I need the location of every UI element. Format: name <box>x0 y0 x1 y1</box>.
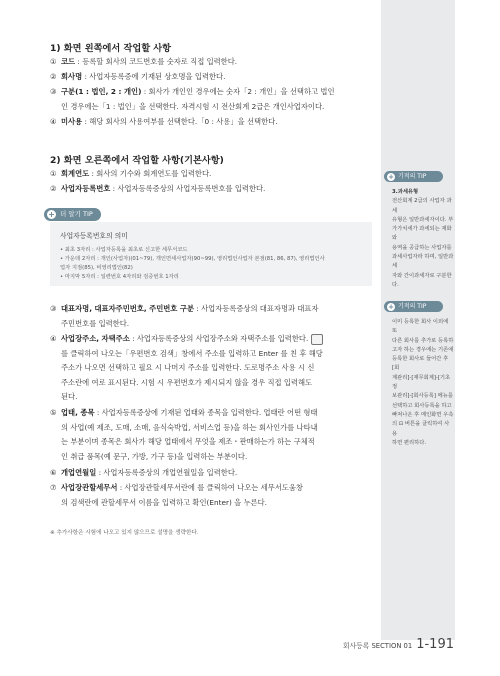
more-tip-line: • 최초 3자리 : 사업자등록을 최초로 신고한 세무서코드 <box>60 247 188 253</box>
list-item: ③ 구분(1 : 법인, 2 : 개인) : 회사가 개인인 경우에는 숫자「2 : 개인」을 선택하고 법인 인 경우에는「1 : 법인」을 선택한다. 자격시험 시 전산회계 2급은 개인사업자이다. <box>50 87 335 111</box>
plus-icon: + <box>388 302 394 311</box>
more-tip-line: 업자 지점(85), 비영리법인(82) <box>60 265 133 271</box>
page-number: 1-191 <box>416 637 454 652</box>
list-item: ① 코드 : 등록할 회사의 코드번호를 숫자로 직접 입력한다. <box>50 57 238 66</box>
plus-icon: + <box>48 210 55 219</box>
footer-section: 회사등록 SECTION 01 <box>343 642 413 650</box>
more-tip-badge: + 더 알기 TIP <box>44 208 101 221</box>
side-tip-badge: + 기적의 TIP <box>384 301 443 312</box>
more-tip-body <box>50 222 372 286</box>
list-item: ② 회사명 : 사업자등록증에 기재된 상호명을 입력한다. <box>50 72 226 81</box>
side-tip-badge: + 기적의 TIP <box>384 171 443 182</box>
more-tip-line: • 마지막 5자리 : 일련번호 4자리와 검증번호 1자리 <box>60 274 179 280</box>
list-item: ③ 대표자명, 대표자주민번호, 주민번호 구분 : 사업자등록증상의 대표자명과 대표자 주민번호를 입력한다. <box>50 304 319 328</box>
section1-heading: 1) 화면 왼쪽에서 작업할 사항 <box>50 43 172 54</box>
list-item: ① 회계연도 : 회사의 기수와 회계연도를 입력한다. <box>50 169 212 178</box>
footnote: ※ 추가사항은 시험에 나오고 있지 않으므로 설명을 생략한다. <box>50 530 199 536</box>
list-item: ⑤ 업태, 종목 : 사업자등록증상에 기재된 업태와 종목을 입력한다. 업태란 어떤 형태 의 사업(예 제조, 도매, 소매, 음식숙박업, 서비스업 등)을 하는 회사인가를 나타내 는 부분이며 종목은 회사가 해당 업태에서 무엇을 제조・판매하는가 하는 구체적 인 취급 품목(예 문구, 가방, 가구 등)을 입력하는 부분이다. <box>50 408 318 461</box>
list-item: ⑦ 사업장관할세무서 : 사업장관할세무서란에 를 클릭하여 나오는 세무서도움창 의 검색란에 관할세무서 이름을 입력하고 확인(Enter) 을 누른다. <box>50 483 303 507</box>
page-footer <box>343 637 454 652</box>
list-item: ④ 미사용 : 해당 회사의 사용여부를 선택한다.「0 : 사용」을 선택한다. <box>50 117 278 126</box>
side-tip-body: 이미 등록한 회사 이외에 또 다른 회사를 추가로 등록하 고자 하는 경우에는 기존에 등록한 회사로 들어간 후 [회 계관리]-[재무회계]-[기초정 보관리]-[회사등록] 메뉴를 선택하고 회사등록을 하고 빠져나온 후 메인화면 우측 의 ⊡ 버튼을 클릭하여 사용 하면 편리하다. <box>392 319 454 446</box>
side-tip-body: 3.과세유형 전산회계 2급의 사업자 과세 유형은 일반과세자이다. 부 가가치세가 과세되는 재화와 용역을 공급하는 사업자를 과세사업자라 하며, 일반과세 자와 간이과세자로 구분한다. <box>392 189 454 288</box>
section2-heading: 2) 화면 오른쪽에서 작업할 사항(기본사항) <box>50 155 224 166</box>
more-tip-box <box>44 208 374 288</box>
list-item: ④ 사업장주소, 자택주소 : 사업자등록증상의 사업장주소와 자택주소를 입력한다. 를 클릭하여 나오는「우편번호 검색」창에서 주소를 입력하고 Enter 를 친 후 해당 주소가 나오면 선택하고 필요 시 나머지 주소를 입력한다. 도로명주소 사용 시 신 주소란에 여로 표시된다. 시험 시 우편번호가 제시되지 않을 경우 직접 입력해도 된다. <box>50 334 323 401</box>
side-tip-add-company <box>384 301 454 448</box>
list-item: ⑥ 개업연월일 : 사업자등록증상의 개업연월일을 입력한다. <box>50 468 238 477</box>
plus-icon: + <box>388 172 394 181</box>
more-tip-line: • 가운데 2자리 : 개인(사업자)(01~79), 개인면세사업자(90~99), 영리법인사업자 본점(81, 86, 87), 영리법인사 <box>60 256 325 262</box>
side-tip-tax-type <box>384 171 454 290</box>
list-item: ② 사업자등록번호 : 사업자등록증상의 사업자등록번호를 입력한다. <box>50 184 266 193</box>
zipcode-search-icon[interactable] <box>311 334 323 345</box>
more-tip-title: 사업자등록번호의 의미 <box>60 232 128 240</box>
